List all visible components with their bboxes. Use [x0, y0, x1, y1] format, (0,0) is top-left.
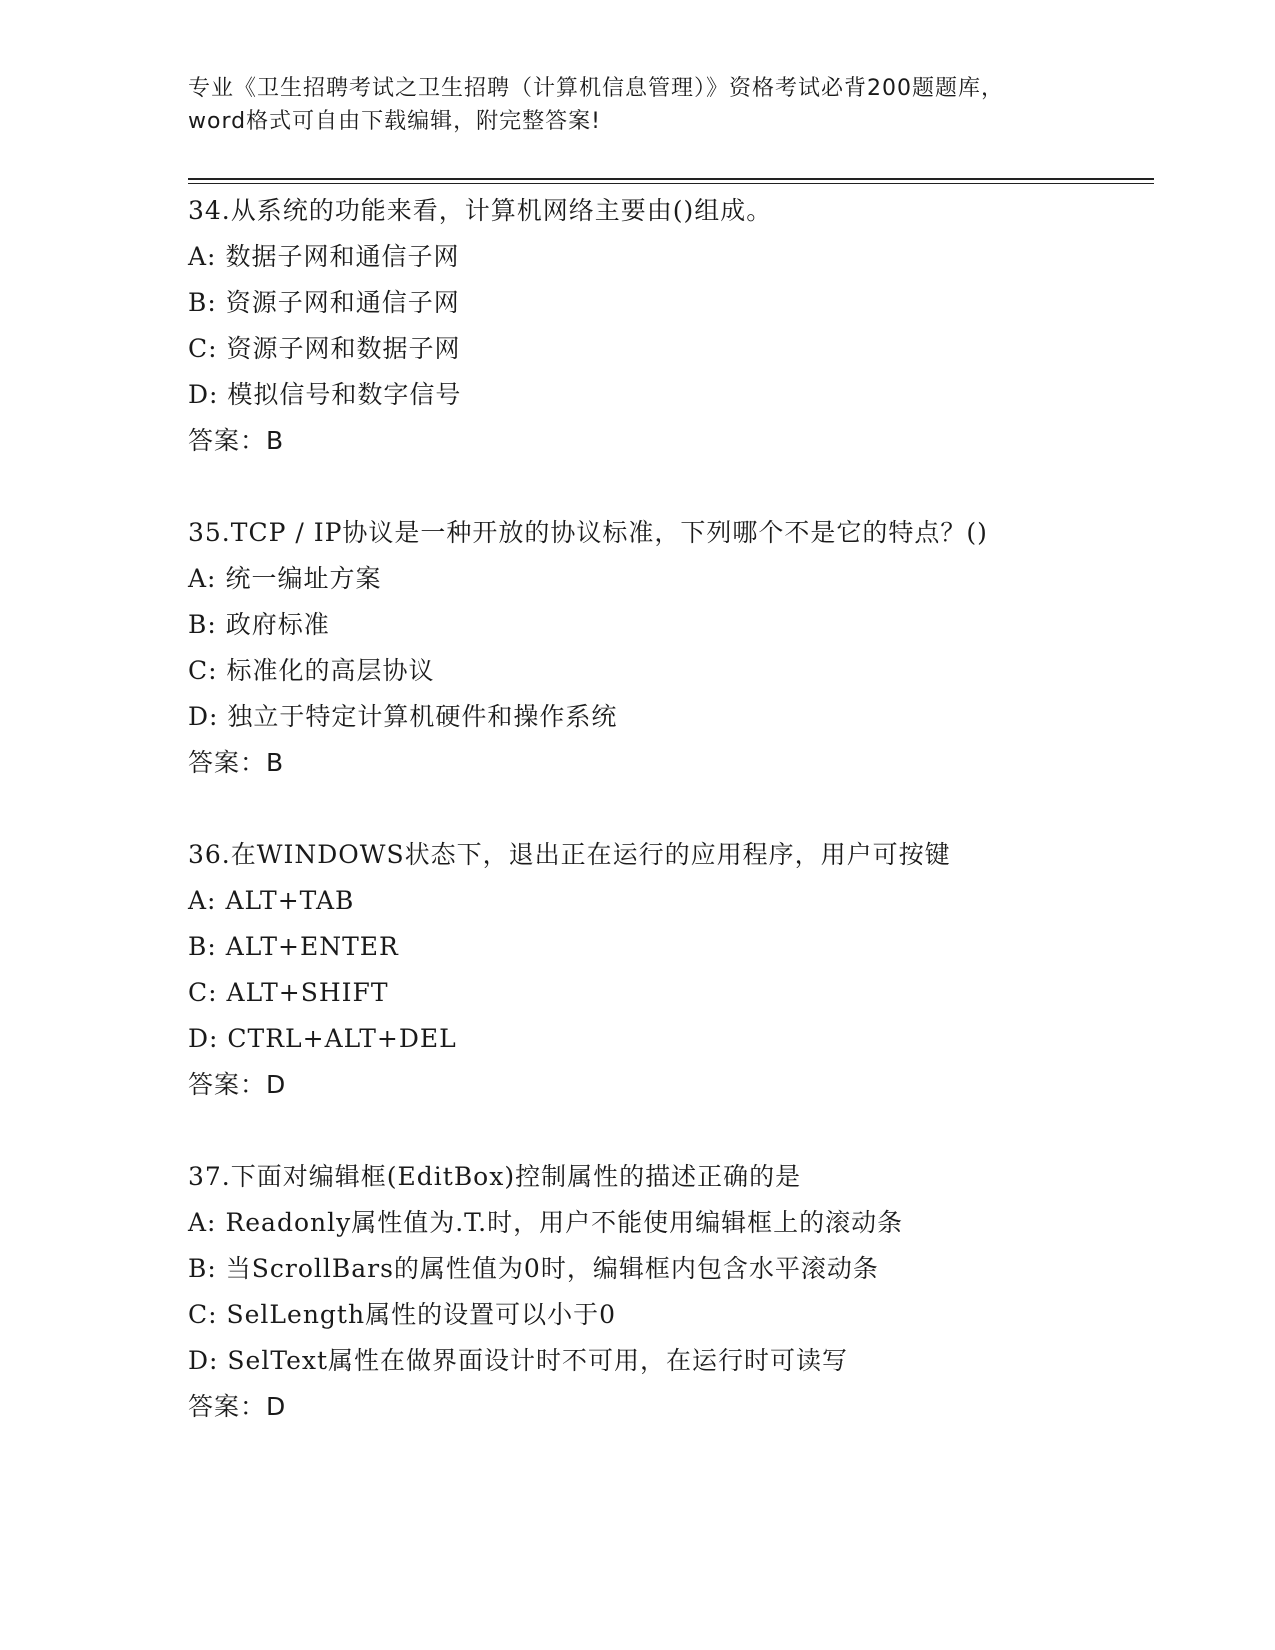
- question-number: 35.: [188, 518, 231, 547]
- option-c: [188, 326, 1168, 372]
- question-number: 34.: [188, 196, 231, 225]
- question-number: 37.: [188, 1162, 231, 1191]
- option-text: 政府标准: [225, 610, 330, 639]
- option-a: [188, 234, 1168, 280]
- option-a: [188, 1200, 1168, 1246]
- option-key: B:: [188, 932, 217, 961]
- option-d: [188, 694, 1168, 740]
- option-b: [188, 924, 1168, 970]
- option-key: C:: [188, 978, 218, 1007]
- header-line-2: word格式可自由下载编辑，附完整答案!: [188, 109, 601, 134]
- option-text: 模拟信号和数字信号: [227, 380, 462, 409]
- option-text: 独立于特定计算机硬件和操作系统: [227, 702, 618, 731]
- header-divider-thick: [188, 178, 1154, 180]
- option-text: 资源子网和通信子网: [225, 288, 460, 317]
- option-key: C:: [188, 1300, 218, 1329]
- option-key: D:: [188, 1346, 219, 1375]
- option-text: ALT+ENTER: [225, 932, 399, 961]
- question-text: 从系统的功能来看，计算机网络主要由()组成。: [230, 196, 773, 225]
- question-35: [188, 510, 1168, 786]
- option-text: CTRL+ALT+DEL: [227, 1024, 457, 1053]
- answer-line: 答案：B: [188, 426, 285, 455]
- option-text: 统一编址方案: [225, 564, 382, 593]
- option-text: Readonly属性值为.T.时，用户不能使用编辑框上的滚动条: [225, 1208, 904, 1237]
- question-stem: [188, 1154, 1168, 1200]
- option-b: [188, 602, 1168, 648]
- option-key: A:: [188, 242, 217, 271]
- option-b: [188, 1246, 1168, 1292]
- option-d: [188, 1338, 1168, 1384]
- option-key: A:: [188, 1208, 217, 1237]
- answer-line: 答案：D: [188, 1392, 287, 1421]
- option-text: ALT+TAB: [225, 886, 355, 915]
- option-key: D:: [188, 702, 219, 731]
- option-key: D:: [188, 380, 219, 409]
- question-text: 在WINDOWS状态下，退出正在运行的应用程序，用户可按键: [230, 840, 951, 869]
- question-stem: [188, 832, 1168, 878]
- option-key: B:: [188, 1254, 217, 1283]
- option-text: SelText属性在做界面设计时不可用，在运行时可读写: [227, 1346, 849, 1375]
- option-text: 当ScrollBars的属性值为0时，编辑框内包含水平滚动条: [225, 1254, 879, 1283]
- option-a: [188, 556, 1168, 602]
- option-d: [188, 1016, 1168, 1062]
- option-b: [188, 280, 1168, 326]
- question-text: TCP / IP协议是一种开放的协议标准，下列哪个不是它的特点？(): [230, 518, 988, 547]
- option-key: A:: [188, 886, 217, 915]
- header-divider-thin: [188, 183, 1154, 184]
- option-key: B:: [188, 288, 217, 317]
- option-text: 标准化的高层协议: [226, 656, 435, 685]
- answer-line: 答案：B: [188, 748, 285, 777]
- answer-line: 答案：D: [188, 1070, 287, 1099]
- option-key: B:: [188, 610, 217, 639]
- option-key: C:: [188, 656, 218, 685]
- option-key: C:: [188, 334, 218, 363]
- option-d: [188, 372, 1168, 418]
- question-stem: [188, 510, 1168, 556]
- question-stem: [188, 188, 1168, 234]
- question-list: [188, 188, 1168, 1476]
- question-34: [188, 188, 1168, 464]
- header-line-1: 专业《卫生招聘考试之卫生招聘（计算机信息管理）》资格考试必背200题题库，: [188, 76, 1004, 101]
- option-c: [188, 970, 1168, 1016]
- option-text: 资源子网和数据子网: [226, 334, 461, 363]
- question-number: 36.: [188, 840, 231, 869]
- option-key: D:: [188, 1024, 219, 1053]
- option-c: [188, 648, 1168, 694]
- option-key: A:: [188, 564, 217, 593]
- document-header: [188, 72, 1088, 138]
- question-37: [188, 1154, 1168, 1430]
- question-36: [188, 832, 1168, 1108]
- option-a: [188, 878, 1168, 924]
- option-text: 数据子网和通信子网: [225, 242, 460, 271]
- option-text: SelLength属性的设置可以小于0: [226, 1300, 616, 1329]
- question-text: 下面对编辑框(EditBox)控制属性的描述正确的是: [230, 1162, 802, 1191]
- option-text: ALT+SHIFT: [226, 978, 389, 1007]
- option-c: [188, 1292, 1168, 1338]
